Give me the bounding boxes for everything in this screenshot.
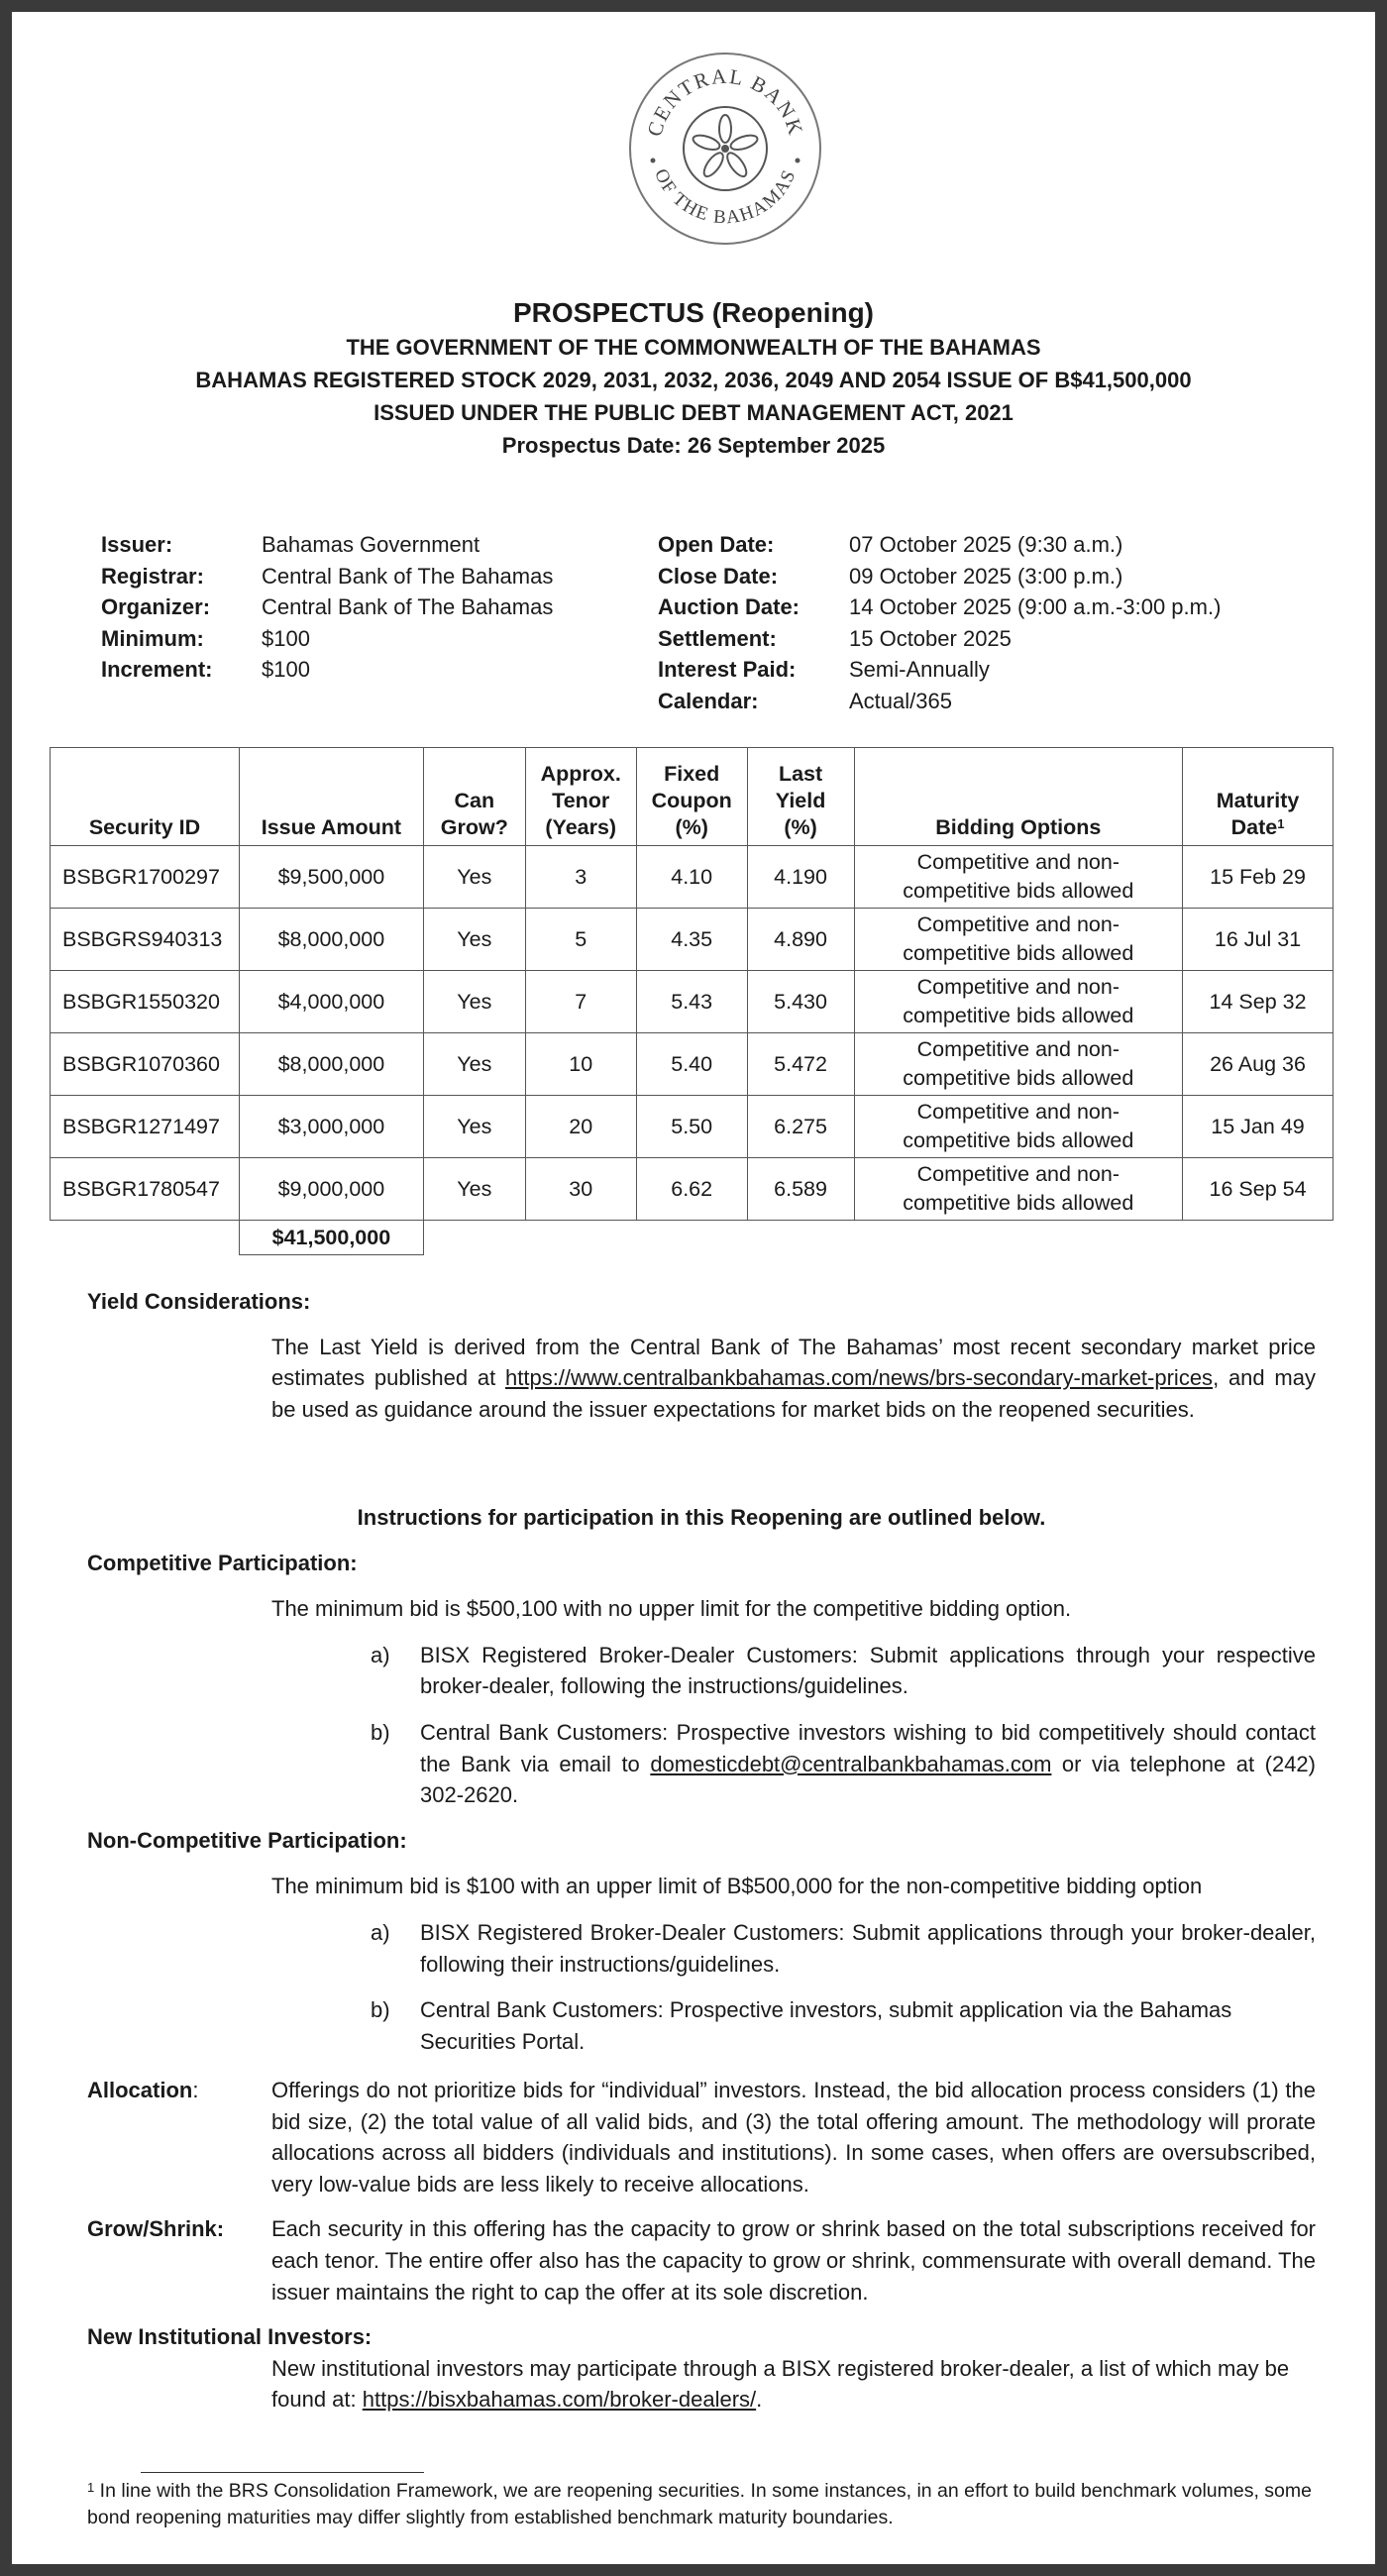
empty-cell: [423, 1221, 525, 1255]
securities-table: [50, 747, 1334, 1255]
cell-security-id: BSBGR1271497: [51, 1096, 240, 1158]
table-header-row: [51, 748, 1334, 846]
header-line: Coupon: [651, 789, 732, 812]
list-text: BISX Registered Broker-Dealer Customers: Submit applications through your broker-dealer, following their instructions/guidelines.: [420, 1919, 1316, 1977]
cell-yield: 5.472: [747, 1033, 854, 1096]
cell-yield: 5.430: [747, 971, 854, 1033]
cell-issue-amount: $8,000,000: [239, 1033, 423, 1096]
meta-row: [101, 591, 553, 623]
empty-cell: [747, 1221, 854, 1255]
table-row: [51, 846, 1334, 909]
empty-cell: [51, 1221, 240, 1255]
header-line: Approx.: [540, 762, 621, 786]
cell-coupon: 5.40: [636, 1033, 747, 1096]
meta-row: [101, 561, 553, 592]
yield-paragraph: [271, 1332, 1316, 1426]
list-text: Central Bank Customers: Prospective investors, submit application via the Bahamas Securities Portal.: [420, 1997, 1232, 2054]
col-header-can-grow: [423, 748, 525, 846]
meta-value: Semi-Annually: [849, 657, 990, 682]
new-investors-heading: New Institutional Investors:: [87, 2324, 373, 2350]
central-bank-seal-logo: [626, 50, 824, 248]
yield-heading: Yield Considerations:: [87, 1289, 311, 1314]
document-title: PROSPECTUS (Reopening): [512, 297, 874, 328]
cell-tenor: 3: [525, 846, 636, 909]
col-header-maturity: [1183, 748, 1334, 846]
col-header-yield: [747, 748, 854, 846]
meta-value: 14 October 2025 (9:00 a.m.-3:00 p.m.): [849, 594, 1222, 619]
cell-bidding: [854, 971, 1183, 1033]
svg-text:CENTRAL BANK: CENTRAL BANK: [642, 63, 808, 140]
table-total-row: [51, 1221, 1334, 1255]
bid-line: Competitive and non-: [916, 1100, 1120, 1124]
header-line: Maturity: [1216, 789, 1300, 812]
cell-coupon: 5.43: [636, 971, 747, 1033]
title-line-2: BAHAMAS REGISTERED STOCK 2029, 2031, 2032, 2036, 2049 AND 2054 ISSUE OF B$41,500,000: [195, 368, 1192, 392]
meta-right: [658, 529, 1221, 716]
allocation-section: [87, 2075, 1316, 2415]
cell-tenor: 7: [525, 971, 636, 1033]
list-item: [371, 1994, 1316, 2057]
cell-security-id: BSBGR1780547: [51, 1158, 240, 1221]
bid-line: Competitive and non-: [916, 1162, 1120, 1186]
meta-row: [658, 529, 1221, 561]
meta-row: [658, 654, 1221, 686]
empty-cell: [525, 1221, 636, 1255]
title-line-3: ISSUED UNDER THE PUBLIC DEBT MANAGEMENT ACT, 2021: [373, 400, 1014, 425]
non-competitive-heading: Non-Competitive Participation:: [87, 1827, 407, 1853]
meta-value: 15 October 2025: [849, 625, 1012, 651]
new-investors-text: [271, 2353, 1316, 2415]
header-line: Can: [454, 789, 495, 812]
meta-value: Bahamas Government: [262, 532, 480, 557]
new-investors-part: New institutional investors may participate through a BISX registered broker-dealer, a list of which may be found at:: [271, 2355, 1290, 2413]
list-text-part: Central Bank Customers: Prospective investors wishing to bid competitively should contact the Bank via email to: [420, 1719, 1316, 1776]
header-line: Date: [1230, 815, 1278, 839]
allocation-label: Allocation: [87, 2078, 193, 2102]
footnote-divider: [141, 2472, 424, 2473]
header-line: Fixed: [664, 762, 720, 786]
cell-coupon: 4.10: [636, 846, 747, 909]
cell-bidding: [854, 1158, 1183, 1221]
header-line: Tenor: [552, 789, 610, 812]
new-investors-part: .: [756, 2387, 763, 2413]
allocation-row: [87, 2075, 1316, 2200]
cell-can-grow: Yes: [423, 846, 525, 909]
grow-shrink-text: Each security in this offering has the capacity to grow or shrink based on the total subscriptions received for each tenor. The entire offer also has the capacity to grow or shrink, commensurate with overall demand. The issuer maintains the right to cap the offer at its sole discretion.: [271, 2216, 1316, 2305]
cell-maturity: 16 Sep 54: [1183, 1158, 1334, 1221]
bid-line: Competitive and non-: [916, 850, 1120, 874]
meta-key: Auction Date:: [658, 594, 800, 619]
cell-security-id: BSBGR1550320: [51, 971, 240, 1033]
meta-row: [658, 561, 1221, 592]
cell-can-grow: Yes: [423, 909, 525, 971]
cell-coupon: 4.35: [636, 909, 747, 971]
title-line-1: THE GOVERNMENT OF THE COMMONWEALTH OF THE BAHAMAS: [346, 335, 1041, 360]
col-header-security-id: Security ID: [51, 748, 240, 846]
allocation-key: [87, 2075, 271, 2200]
table-row: [51, 1158, 1334, 1221]
prospectus-page: [12, 12, 1375, 2564]
cell-tenor: 20: [525, 1096, 636, 1158]
col-header-coupon: [636, 748, 747, 846]
list-label: b): [371, 1997, 390, 2023]
instructions-heading: Instructions for participation in this Reopening are outlined below.: [357, 1505, 1046, 1530]
table-row: [51, 909, 1334, 971]
list-text: BISX Registered Broker-Dealer Customers: Submit applications through your respective broker-dealer, following the instructions/guidelines.: [420, 1642, 1316, 1699]
meta-value: Central Bank of The Bahamas: [262, 563, 554, 589]
cell-bidding: [854, 909, 1183, 971]
instructions-section: [87, 1502, 1316, 2057]
meta-key: Close Date:: [658, 563, 779, 589]
bid-line: Competitive and non-: [916, 975, 1120, 999]
header-line: Yield: [775, 789, 826, 812]
meta-value: 07 October 2025 (9:30 a.m.): [849, 532, 1123, 557]
bid-line: competitive bids allowed: [903, 941, 1134, 965]
list-label: b): [371, 1719, 390, 1745]
secondary-market-prices-link[interactable]: https://www.centralbankbahamas.com/news/brs-secondary-market-prices: [505, 1365, 1214, 1391]
cell-security-id: BSBGR1700297: [51, 846, 240, 909]
col-header-tenor: [525, 748, 636, 846]
meta-row: [658, 623, 1221, 655]
cell-maturity: 15 Jan 49: [1183, 1096, 1334, 1158]
header-line: Grow?: [440, 815, 508, 839]
list-text: [420, 1717, 1316, 1811]
footnote-text: In line with the BRS Consolidation Framework, we are reopening securities. In some instances, in an effort to build benchmark volumes, some bond reopening maturities may differ slightly from established benchmark maturity boundaries.: [87, 2480, 1312, 2528]
cell-issue-amount: $9,000,000: [239, 1158, 423, 1221]
meta-value: Central Bank of The Bahamas: [262, 594, 554, 619]
meta-key: Registrar:: [101, 563, 204, 589]
cell-maturity: 16 Jul 31: [1183, 909, 1334, 971]
yield-text: The Last Yield is derived from the Central Bank of The Bahamas’ most recent secondary market price estimates published at: [271, 1334, 1316, 1391]
competitive-heading: Competitive Participation:: [87, 1550, 358, 1575]
list-label: a): [371, 1919, 390, 1945]
list-text-part: or via telephone at (242) 302-2620.: [420, 1751, 1316, 1808]
cell-maturity: 26 Aug 36: [1183, 1033, 1334, 1096]
meta-key: Settlement:: [658, 625, 777, 651]
table-row: [51, 1096, 1334, 1158]
header-line: (Years): [545, 815, 617, 839]
cell-tenor: 10: [525, 1033, 636, 1096]
cell-tenor: 5: [525, 909, 636, 971]
meta-row: [101, 623, 553, 655]
cell-yield: 4.890: [747, 909, 854, 971]
empty-cell: [854, 1221, 1183, 1255]
bid-line: Competitive and non-: [916, 1037, 1120, 1061]
col-header-issue-amount: Issue Amount: [239, 748, 423, 846]
meta-key: Issuer:: [101, 532, 173, 557]
cell-coupon: 6.62: [636, 1158, 747, 1221]
meta-left: [101, 529, 553, 686]
svg-text:OF THE BAHAMAS: OF THE BAHAMAS: [650, 165, 800, 229]
cell-can-grow: Yes: [423, 1158, 525, 1221]
table-row: [51, 1033, 1334, 1096]
allocation-colon: :: [192, 2078, 199, 2102]
bid-line: competitive bids allowed: [903, 879, 1134, 903]
cell-bidding: [854, 1096, 1183, 1158]
list-item: [371, 1640, 1316, 1702]
cell-issue-amount: $9,500,000: [239, 846, 423, 909]
cell-tenor: 30: [525, 1158, 636, 1221]
list-item: [371, 1917, 1316, 1980]
meta-value: Actual/365: [849, 688, 952, 713]
cell-security-id: BSBGR1070360: [51, 1033, 240, 1096]
meta-key: Interest Paid:: [658, 657, 797, 682]
total-issue-amount: $41,500,000: [239, 1221, 423, 1255]
meta-row: [658, 591, 1221, 623]
meta-row: [101, 529, 553, 561]
footnote: [87, 2478, 1316, 2531]
cell-maturity: 14 Sep 32: [1183, 971, 1334, 1033]
yield-section: [87, 1286, 1316, 1425]
title-block: [12, 295, 1375, 462]
cell-security-id: BSBGRS940313: [51, 909, 240, 971]
cell-yield: 6.589: [747, 1158, 854, 1221]
list-item: [371, 1717, 1316, 1811]
cell-yield: 4.190: [747, 846, 854, 909]
broker-dealers-link[interactable]: https://bisxbahamas.com/broker-dealers/: [362, 2387, 757, 2413]
bid-line: competitive bids allowed: [903, 1066, 1134, 1090]
bid-line: competitive bids allowed: [903, 1004, 1134, 1027]
cell-issue-amount: $8,000,000: [239, 909, 423, 971]
bid-line: competitive bids allowed: [903, 1128, 1134, 1152]
meta-key: Open Date:: [658, 532, 775, 557]
competitive-intro: The minimum bid is $500,100 with no upper limit for the competitive bidding option.: [271, 1596, 1072, 1622]
header-line: (%): [784, 815, 817, 839]
meta-value: $100: [262, 657, 310, 682]
cell-can-grow: Yes: [423, 1033, 525, 1096]
cell-bidding: [854, 1033, 1183, 1096]
meta-row: [101, 654, 553, 686]
cell-issue-amount: $3,000,000: [239, 1096, 423, 1158]
cell-maturity: 15 Feb 29: [1183, 846, 1334, 909]
email-link[interactable]: domesticdebt@centralbankbahamas.com: [650, 1751, 1052, 1776]
cell-can-grow: Yes: [423, 971, 525, 1033]
empty-cell: [636, 1221, 747, 1255]
allocation-text: Offerings do not prioritize bids for “individual” investors. Instead, the bid allocation process considers (1) the bid size, (2) the total value of all valid bids, and (3) the total offering amount. The methodology will prorate allocations across all bidders (individuals and institutions). In some cases, when offers are oversubscribed, very low-value bids are less likely to receive allocations.: [271, 2078, 1316, 2197]
prospectus-date: Prospectus Date: 26 September 2025: [501, 433, 886, 458]
cell-can-grow: Yes: [423, 1096, 525, 1158]
meta-key: Minimum:: [101, 625, 204, 651]
cell-yield: 6.275: [747, 1096, 854, 1158]
meta-value: 09 October 2025 (3:00 p.m.): [849, 563, 1123, 589]
yield-text: , and may be used as guidance around the issuer expectations for market bids on the reopened securities.: [271, 1365, 1316, 1422]
non-competitive-intro: The minimum bid is $100 with an upper limit of B$500,000 for the non-competitive bidding option: [271, 1874, 1203, 1899]
meta-key: Calendar:: [658, 688, 759, 713]
grow-shrink-row: [87, 2213, 1316, 2308]
cell-coupon: 5.50: [636, 1096, 747, 1158]
cell-bidding: [854, 846, 1183, 909]
meta-key: Organizer:: [101, 594, 211, 619]
cell-issue-amount: $4,000,000: [239, 971, 423, 1033]
meta-key: Increment:: [101, 657, 213, 682]
col-header-bidding-options: Bidding Options: [854, 748, 1183, 846]
footnote-mark: 1: [87, 2480, 95, 2495]
bid-line: competitive bids allowed: [903, 1191, 1134, 1215]
header-line: Last: [778, 762, 823, 786]
table-row: [51, 971, 1334, 1033]
bid-line: Competitive and non-: [916, 912, 1120, 936]
meta-row: [658, 686, 1221, 717]
footnote-ref: 1: [1277, 816, 1285, 831]
grow-shrink-key: Grow/Shrink:: [87, 2216, 225, 2242]
empty-cell: [1183, 1221, 1334, 1255]
header-line: (%): [675, 815, 708, 839]
list-label: a): [371, 1642, 390, 1667]
meta-value: $100: [262, 625, 310, 651]
